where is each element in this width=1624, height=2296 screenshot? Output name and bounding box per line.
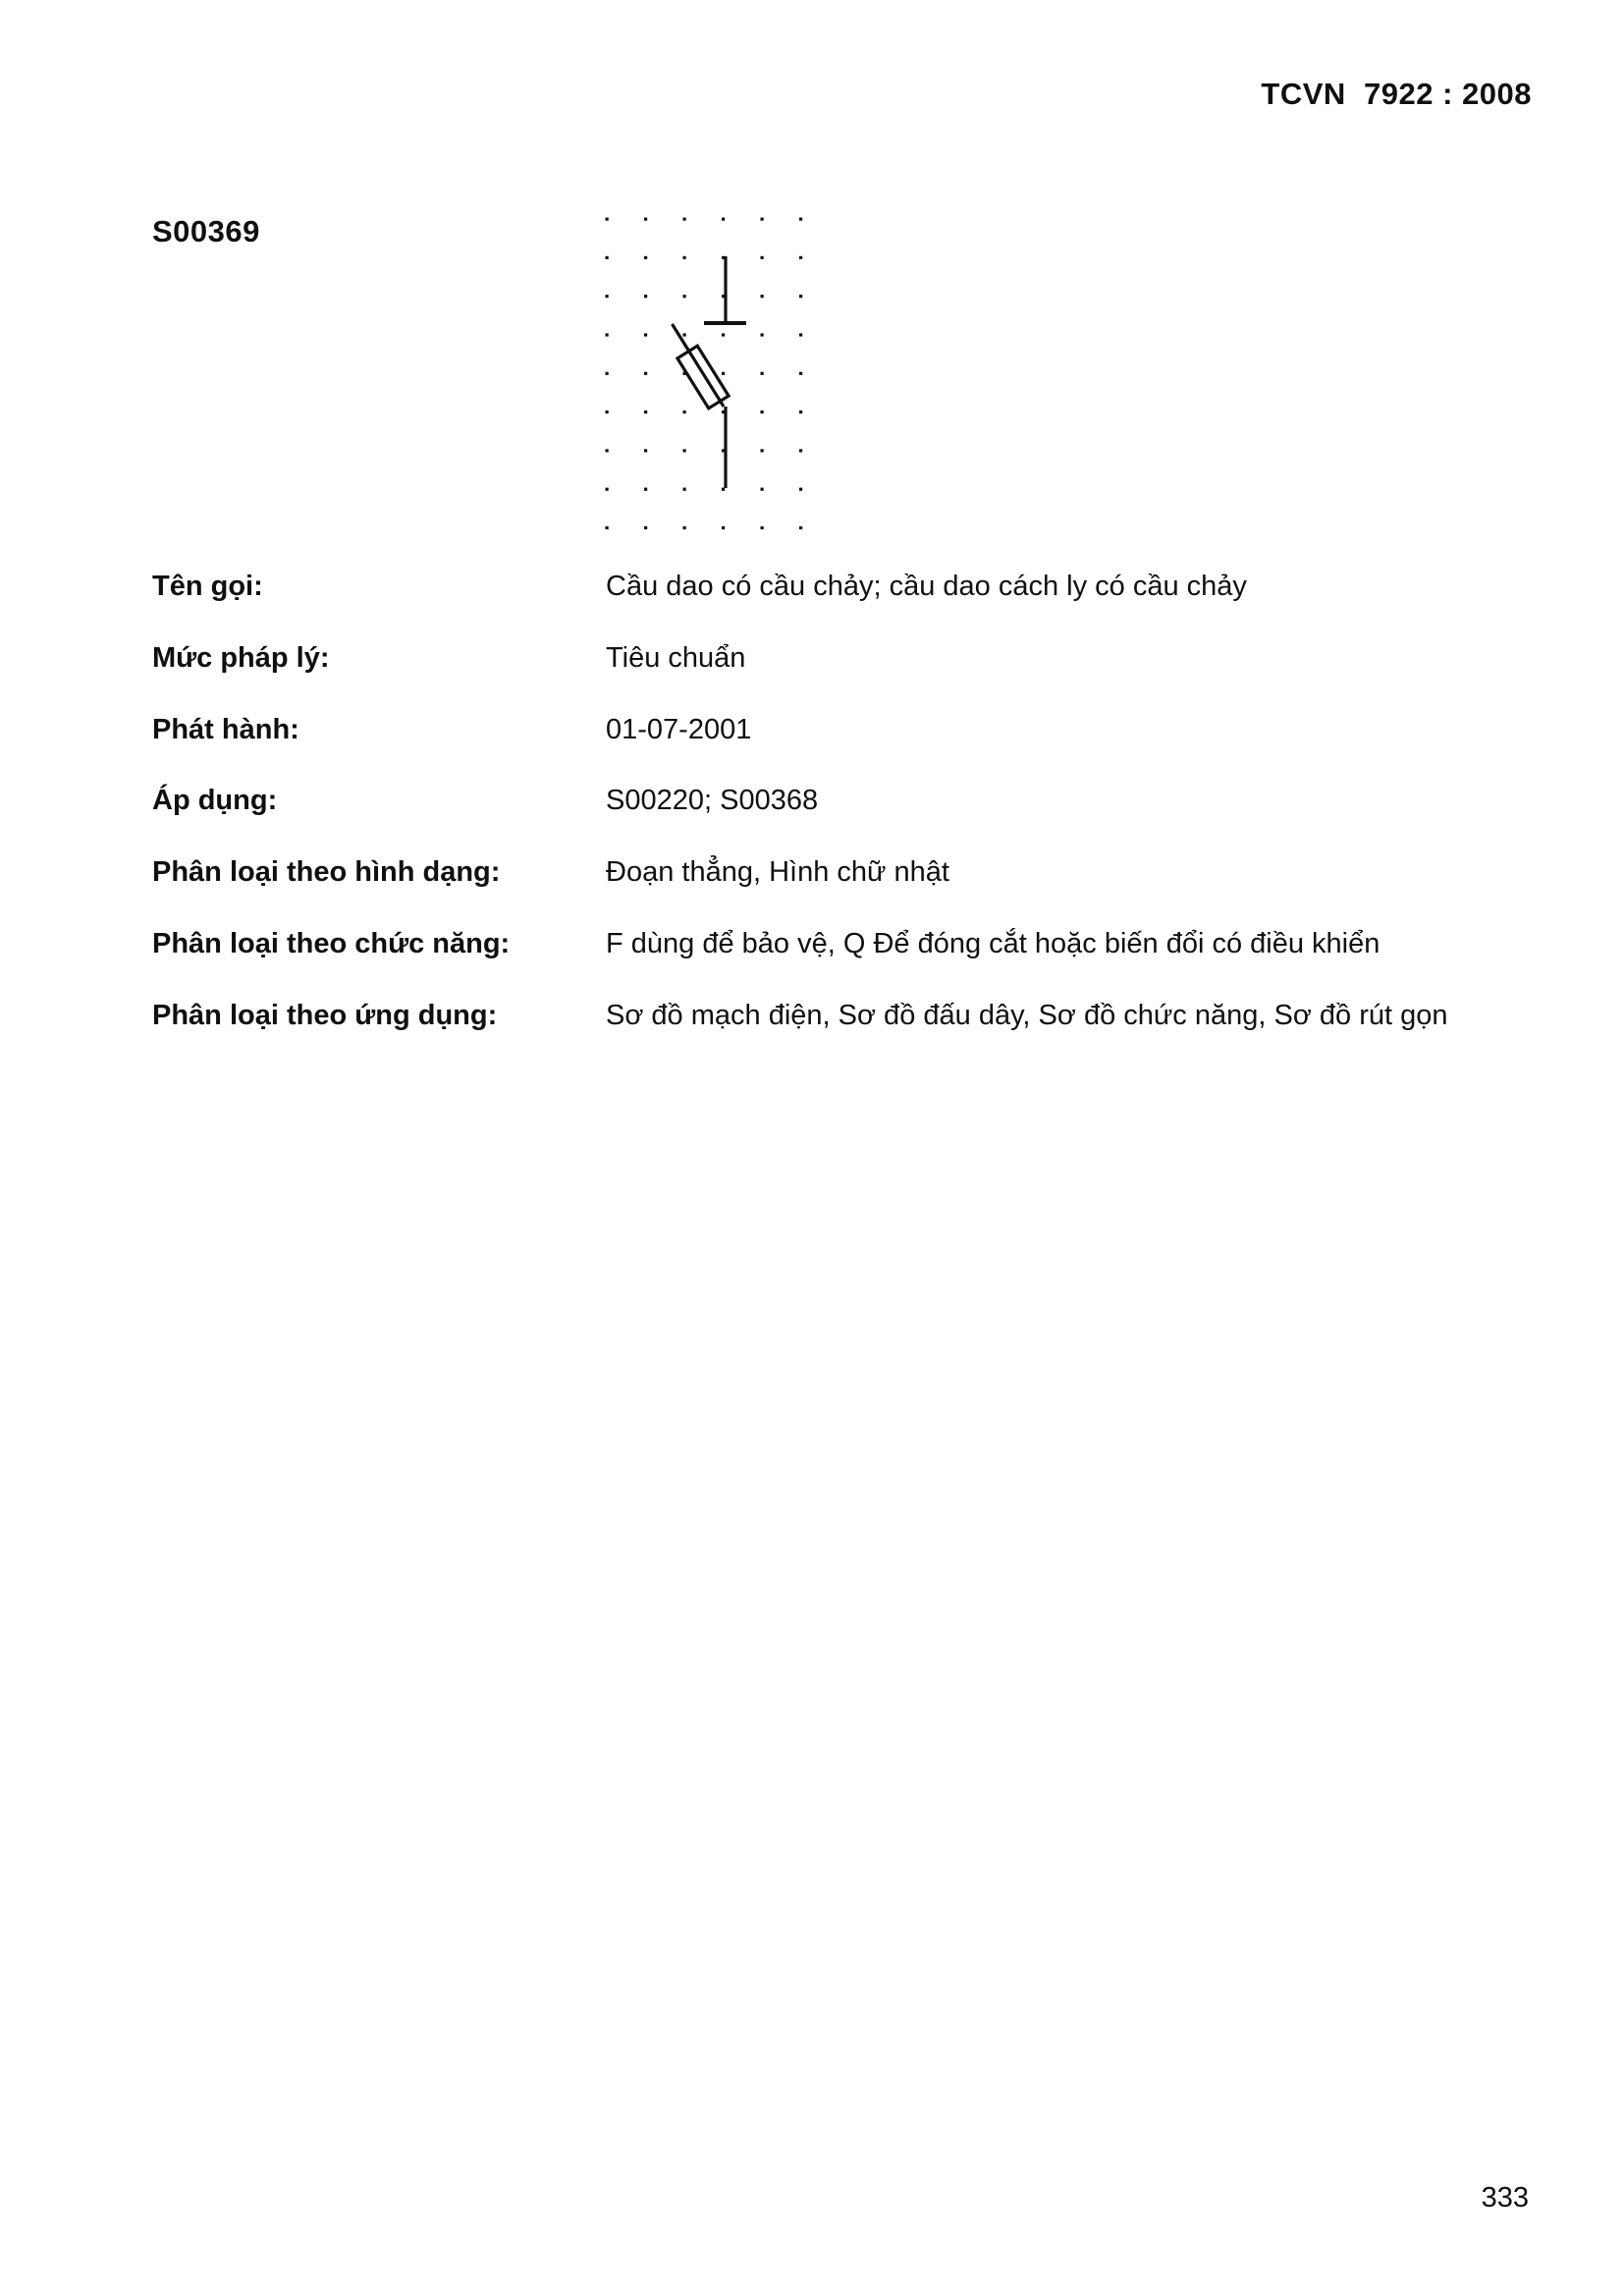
field-label: Phát hành: [152,713,299,745]
field-label: Tên gọi: [152,571,263,602]
field-value: Cầu dao có cầu chảy; cầu dao cách ly có cầu chảy [606,571,1247,602]
field-value: 01-07-2001 [606,713,752,745]
symbol-blade [673,324,725,407]
field-label: Phân loại theo hình dạng: [152,856,501,889]
field-value: Sơ đồ mạch điện, Sơ đồ đấu dây, Sơ đồ chức năng, Sơ đồ rút gọn [606,999,1448,1031]
field-row-muc-phap-ly [152,640,1527,712]
field-row-phan-loai-hinh-dang [152,854,1527,926]
field-row-phat-hanh [152,712,1527,784]
symbol-fuse-body [677,346,729,409]
field-label: Phân loại theo chức năng: [152,927,511,959]
page-number: 333 [1481,2182,1529,2214]
symbol-id: S00369 [152,214,260,248]
field-row-ten-goi [152,569,1527,640]
field-value: F dùng để bảo vệ, Q Để đóng cắt hoặc biến đổi có điều khiển [606,927,1380,959]
field-row-ap-dung [152,783,1527,854]
field-value: S00220; S00368 [606,785,819,817]
metadata-fields [152,569,1527,1069]
field-value: Tiêu chuẩn [606,641,746,674]
field-value: Đoạn thẳng, Hình chữ nhật [606,856,949,889]
standard-code-header: TCVN 7922 : 2008 [1261,77,1532,111]
field-label: Áp dụng: [152,785,278,817]
field-row-phan-loai-ung-dung [152,998,1527,1069]
field-label: Phân loại theo ứng dụng: [152,999,498,1031]
symbol-canvas [589,196,825,550]
field-row-phan-loai-chuc-nang [152,926,1527,998]
field-label: Mức pháp lý: [152,641,330,674]
